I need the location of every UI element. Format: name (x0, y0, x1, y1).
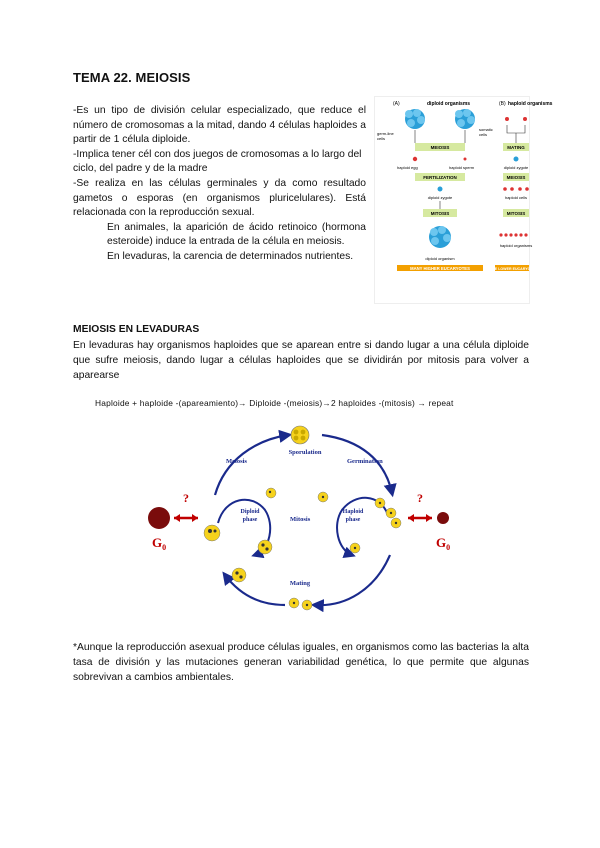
germ-line-label: germ-line (377, 131, 394, 136)
cycle-formula: Haploide + haploide -(apareamiento)→ Diploide -(meiosis)→2 haploides -(mitosis) → repeat (95, 398, 454, 408)
yeast-cell (289, 598, 299, 608)
yeast-cell (302, 600, 312, 610)
meiosis-label-b: MEIOSIS (506, 175, 526, 180)
yeast-cell (258, 540, 272, 554)
yeast-cell (375, 498, 385, 508)
sperm-dot (464, 158, 467, 161)
meiosis-label-a: MEIOSIS (430, 145, 450, 150)
life-cycle-figure (374, 96, 553, 304)
haploid-label: Haploid (342, 509, 364, 515)
haploid-organisms-row (499, 233, 527, 236)
intro-paragraph-1: -Es un tipo de división celular especializado, que reduce el número de cromosomas a la mitad, dando 4 células haploides a partir de 1 célula diploide. (73, 105, 366, 146)
panel-b-label: (B) (499, 101, 506, 107)
g0-cell-left (148, 507, 170, 529)
somatic-label-2: cells (479, 132, 488, 137)
section-paragraph: En levaduras hay organismos haploides que se aparean entre si dando lugar a una célula diploide que sufre meiosis, dando lugar a células haploides que se dividirán por mitosis para volver a aparearse (73, 340, 529, 381)
egg-dot (413, 157, 417, 161)
somatic-label: somatic (479, 127, 493, 132)
arrow-meiosis (215, 435, 288, 495)
g0-label-right: $G_0$ (436, 535, 451, 552)
arrow-mating-in (315, 555, 390, 605)
diploid-label: Diploid (240, 509, 260, 515)
germination-label: Germination (347, 458, 383, 465)
footer-b-label: SOME LOWER EUCARYOTES (486, 267, 538, 271)
yeast-cell (386, 508, 396, 518)
yeast-cell (266, 488, 276, 498)
germ-line-label-2: cells (377, 136, 386, 141)
yeast-cycle-diagram (140, 415, 470, 630)
g0-cell-right (437, 512, 449, 524)
panel-a-title: diploid organisms (427, 101, 471, 107)
intro-paragraph-5: En levaduras, la carencia de determinados nutrientes. (107, 250, 354, 262)
mitosis-label: Mitosis (290, 516, 311, 523)
panel-b-title: haploid organisms (508, 101, 553, 107)
life-cycle-diagram (375, 97, 553, 303)
yeast-cell (391, 518, 401, 528)
question-left: ? (183, 491, 189, 505)
intro-paragraph-3: -Se realiza en las células germinales y da como resultado gametos o esporas (en organismos pluricelulares). Está relacionada con la reproducción sexual. (73, 177, 366, 219)
diploid-organism-blob-bottom (429, 226, 451, 248)
zygote-dot-a (438, 187, 443, 192)
haploid-egg-label: haploid egg (397, 165, 418, 170)
question-right: ? (417, 491, 423, 505)
panel-a-label: (A) (393, 101, 400, 107)
fertilization-label: FERTILIZATION (423, 175, 457, 180)
yeast-cell (204, 525, 220, 541)
page-title: TEMA 22. MEIOSIS (73, 70, 191, 85)
haploid-cells-label: haploid cells (504, 195, 528, 200)
haploid-dot-right (523, 117, 527, 121)
meiosis-label: Meiosis (226, 458, 247, 465)
sporulation-label: Sporulation (288, 449, 322, 456)
mitosis-label-b: MITOSIS (506, 211, 526, 216)
g0-label-left: $G_0$ (152, 535, 167, 552)
mating-label: MATING (507, 145, 525, 150)
yeast-cell (350, 543, 360, 553)
diploid-zygote-label-b: diploid zygote (503, 165, 529, 170)
yeast-cycle-figure (140, 415, 470, 630)
footnote: *Aunque la reproducción asexual produce células iguales, en organismos como las bacterias la alta tasa de división y las mutaciones generan variabilidad genética, lo que permite que algunas sobrevivan a cambios ambientales. (73, 642, 529, 683)
yeast-cell (318, 492, 328, 502)
intro-text (73, 104, 366, 265)
diploid-organism-blob-left (405, 109, 425, 129)
ascus-spores (291, 426, 309, 444)
yeast-cell (232, 568, 246, 582)
zygote-dot-b (514, 157, 519, 162)
mitosis-label-a: MITOSIS (430, 211, 450, 216)
diploid-zygote-label-a: diploid zygote (427, 195, 453, 200)
intro-paragraph-4: En animales, la aparición de ácido retinoico (hormona esteroide) induce la entrada de la célula en meiosis. (107, 221, 366, 248)
intro-paragraph-2: -Implica tener cél con dos juegos de cromosomas a lo largo del ciclo, del padre y de la madre (73, 148, 362, 175)
haploid-phase-label: phase (345, 517, 361, 523)
diploid-organism-label: diploid organism (425, 256, 455, 261)
footer-a-label: MANY HIGHER EUCARYOTES (410, 266, 470, 271)
diploid-phase-label: phase (242, 517, 258, 523)
section-heading: MEIOSIS EN LEVADURAS (73, 324, 200, 335)
diploid-organism-blob-right (455, 109, 475, 129)
haploid-organisms-label: haploid organisms (499, 243, 533, 248)
haploid-sperm-label: haploid sperm (449, 165, 475, 170)
haploid-dot-left (505, 117, 509, 121)
mating-label: Mating (289, 580, 311, 587)
